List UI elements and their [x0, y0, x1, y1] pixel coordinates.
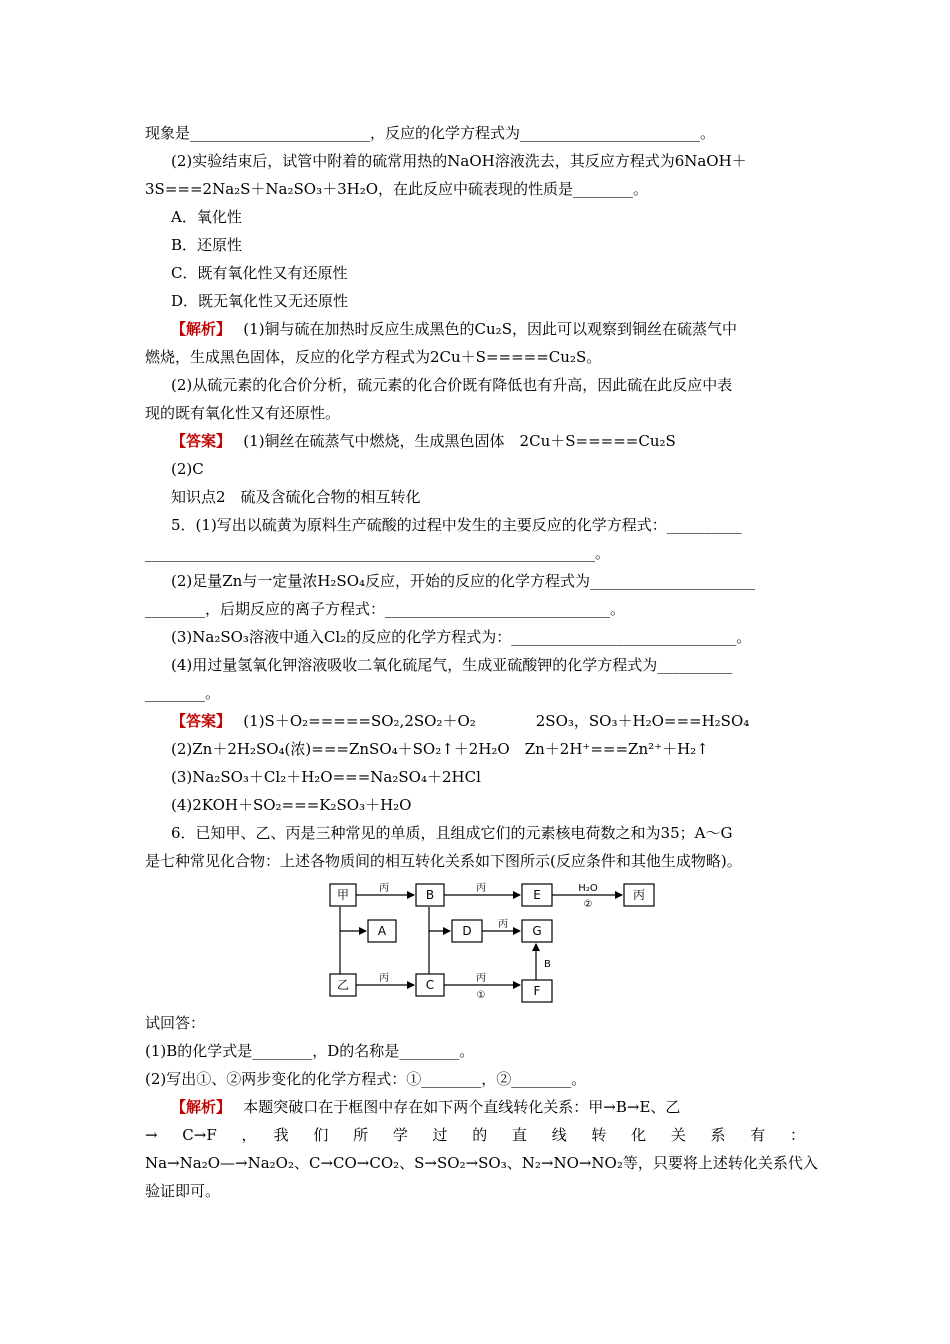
- option-b: B．还原性: [171, 236, 243, 254]
- option-d: D．既无氧化性又无还原性: [171, 292, 349, 310]
- box-g: [522, 920, 552, 942]
- svg-text:B: B: [425, 888, 435, 902]
- edge-label-e-bing: H₂O: [578, 883, 598, 894]
- question-4-part-2: (2)实验结束后，试管中附着的硫常用热的NaOH溶液洗去，其反应方程式为6NaOH＋: [171, 152, 747, 170]
- box-yi: [330, 974, 356, 996]
- answer-tag: 【答案】: [171, 432, 224, 450]
- analysis-4-line-4: 现的既有氧化性又有还原性。: [145, 404, 341, 422]
- analysis-tag: 【解析】: [171, 320, 224, 338]
- edge-label-f-g: B: [544, 959, 551, 970]
- answer-5-line-1: 【答案】 (1)S＋O₂=====SO₂,2SO₂＋O₂ 2SO₃，SO₃＋H₂O===H₂SO₄: [171, 712, 750, 730]
- question-5-part-4: (4)用过量氢氧化钾溶液吸收二氧化硫尾气，生成亚硫酸钾的化学方程式为__________: [171, 656, 733, 674]
- answer-4-line-1: 【答案】 (1)铜丝在硫蒸气中燃烧，生成黑色固体 2Cu＋S=====Cu₂S: [171, 432, 676, 450]
- edge-step-2: ②: [583, 899, 593, 910]
- analysis-6-line-2: → C→F ， 我 们 所 学 过 的 直 线 转 化 关 系 有 ：: [145, 1126, 805, 1144]
- svg-text:D: D: [462, 924, 472, 938]
- answer-5-line-4: (4)2KOH＋SO₂===K₂SO₃＋H₂O: [171, 796, 412, 814]
- edge-label-c-f: 丙: [476, 973, 486, 984]
- svg-text:A: A: [377, 924, 387, 938]
- question-6-part-2: (2)写出①、②两步变化的化学方程式：①________，②________。: [145, 1070, 587, 1088]
- svg-text:G: G: [532, 924, 542, 938]
- question-5-part-2: (2)足量Zn与一定量浓H₂SO₄反应，开始的反应的化学方程式为______________________: [171, 572, 756, 590]
- edge-label-yi-c: 丙: [379, 973, 389, 984]
- svg-text:E: E: [533, 888, 541, 902]
- svg-text:F: F: [533, 984, 541, 998]
- box-a: [368, 920, 396, 942]
- box-bing-output: [624, 884, 654, 906]
- question-5-part-1: 5．(1)写出以硫黄为原料生产硫酸的过程中发生的主要反应的化学方程式：__________: [171, 516, 742, 534]
- box-c: [416, 974, 444, 996]
- edge-step-1: ①: [476, 990, 486, 1001]
- question-4-part-2-cont: 3S===2Na₂S＋Na₂SO₃＋3H₂O，在此反应中硫表现的性质是________。: [145, 180, 649, 198]
- question-6-line-2: 是七种常见化合物：上述各物质间的相互转化关系如下图所示(反应条件和其他生成物略)。: [145, 852, 742, 870]
- option-c: C．既有氧化性又有还原性: [171, 264, 348, 282]
- answer-4-line-2: (2)C: [171, 460, 204, 478]
- svg-text:乙: 乙: [336, 978, 350, 992]
- knowledge-point-2-heading: 知识点2 硫及含硫化合物的相互转化: [171, 488, 421, 506]
- analysis-tag: 【解析】: [171, 1098, 224, 1116]
- answer-tag: 【答案】: [171, 712, 224, 730]
- analysis-4-line-3: (2)从硫元素的化合价分析，硫元素的化合价既有降低也有升高，因此硫在此反应中表: [171, 376, 733, 394]
- answer-5-line-2: (2)Zn＋2H₂SO₄(浓)===ZnSO₄＋SO₂↑＋2H₂O Zn＋2H⁺===Zn²⁺＋H₂↑: [171, 740, 709, 758]
- option-a: A．氧化性: [171, 208, 242, 226]
- question-6-part-1: (1)B的化学式是________，D的名称是________。: [145, 1042, 475, 1060]
- edge-label-b-e: 丙: [476, 883, 486, 894]
- svg-text:甲: 甲: [336, 888, 350, 902]
- box-jia: [330, 884, 356, 906]
- conversion-flow-diagram: [326, 876, 660, 1008]
- edge-label-d-g: 丙: [498, 919, 508, 930]
- question-5-part-1-blank: ____________________________________________________________。: [145, 544, 611, 562]
- question-5-part-4-blank: ________。: [145, 684, 221, 702]
- line-phenomenon: 现象是________________________，反应的化学方程式为________________________。: [145, 124, 716, 142]
- edge-label-jia-b: 丙: [379, 883, 389, 894]
- analysis-6-line-1: 【解析】 本题突破口在于框图中存在如下两个直线转化关系：甲→B→E、乙: [171, 1098, 681, 1116]
- try-answer-heading: 试回答：: [145, 1014, 206, 1032]
- svg-text:C: C: [425, 978, 435, 992]
- question-6-line-1: 6．已知甲、乙、丙是三种常见的单质，且组成它们的元素核电荷数之和为35；A～G: [171, 824, 733, 842]
- analysis-4-line-2: 燃烧，生成黑色固体，反应的化学方程式为2Cu＋S=====Cu₂S。: [145, 348, 602, 366]
- box-f: [522, 980, 552, 1002]
- analysis-4-line-1: 【解析】 (1)铜与硫在加热时反应生成黑色的Cu₂S，因此可以观察到铜丝在硫蒸气中: [171, 320, 737, 338]
- question-5-part-2-cont: ________，后期反应的离子方程式：______________________________。: [145, 600, 626, 618]
- answer-5-line-3: (3)Na₂SO₃＋Cl₂＋H₂O===Na₂SO₄＋2HCl: [171, 768, 481, 786]
- box-b: [416, 884, 444, 906]
- box-e: [522, 884, 552, 906]
- svg-text:丙: 丙: [632, 888, 646, 902]
- question-5-part-3: (3)Na₂SO₃溶液中通入Cl₂的反应的化学方程式为：______________________________。: [171, 628, 752, 646]
- analysis-6-line-4: 验证即可。: [145, 1182, 221, 1200]
- analysis-6-line-3: Na→Na₂O—→Na₂O₂、C→CO→CO₂、S→SO₂→SO₃、N₂→NO→NO₂等，只要将上述转化关系代入: [145, 1154, 818, 1172]
- box-d: [452, 920, 482, 942]
